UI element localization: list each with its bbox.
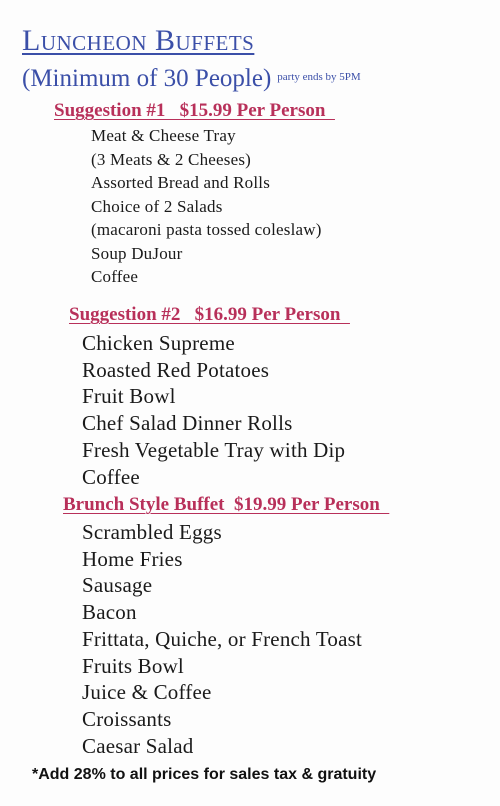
list-item: Fresh Vegetable Tray with Dip <box>82 437 346 462</box>
section-list-suggestion-1 <box>91 124 322 289</box>
list-item: Frittata, Quiche, or French Toast <box>82 626 363 651</box>
list-item: Soup DuJour <box>91 243 183 263</box>
list-item: (macaroni pasta tossed coleslaw) <box>91 220 322 239</box>
list-item: Juice & Coffee <box>82 680 212 705</box>
minimum-guests: (Minimum of 30 People) <box>22 65 272 92</box>
tax-gratuity-note: *Add 28% to all prices for sales tax & gratuity <box>32 766 377 783</box>
list-item: Coffee <box>91 267 139 286</box>
list-item: Chef Salad Dinner Rolls <box>82 411 293 436</box>
section-heading-brunch: Brunch Style Buffet $19.99 Per Person <box>63 494 390 515</box>
list-item: Bacon <box>82 600 137 625</box>
list-item: Caesar Salad <box>82 733 194 758</box>
list-item: Scrambled Eggs <box>82 520 222 544</box>
list-item: Home Fries <box>82 546 183 571</box>
list-item: (3 Meats & 2 Cheeses) <box>91 149 251 169</box>
page-subtitle <box>22 62 361 94</box>
section-list-suggestion-2 <box>82 330 345 490</box>
list-item: Meat & Cheese Tray <box>91 126 236 145</box>
list-item: Coffee <box>82 464 140 489</box>
list-item: Chicken Supreme <box>82 331 235 355</box>
list-item: Roasted Red Potatoes <box>82 357 270 382</box>
list-item: Choice of 2 Salads <box>91 196 223 216</box>
party-end-note: party ends by 5PM <box>277 71 361 83</box>
section-heading-suggestion-2: Suggestion #2 $16.99 Per Person <box>69 304 350 325</box>
list-item: Fruit Bowl <box>82 384 176 409</box>
list-item: Sausage <box>82 573 153 598</box>
list-item: Fruits Bowl <box>82 653 184 678</box>
list-item: Assorted Bread and Rolls <box>91 173 271 192</box>
section-heading-suggestion-1: Suggestion #1 $15.99 Per Person <box>54 100 335 121</box>
list-item: Croissants <box>82 706 172 731</box>
page-title: Luncheon Buffets <box>22 24 255 57</box>
section-list-brunch <box>82 519 362 759</box>
